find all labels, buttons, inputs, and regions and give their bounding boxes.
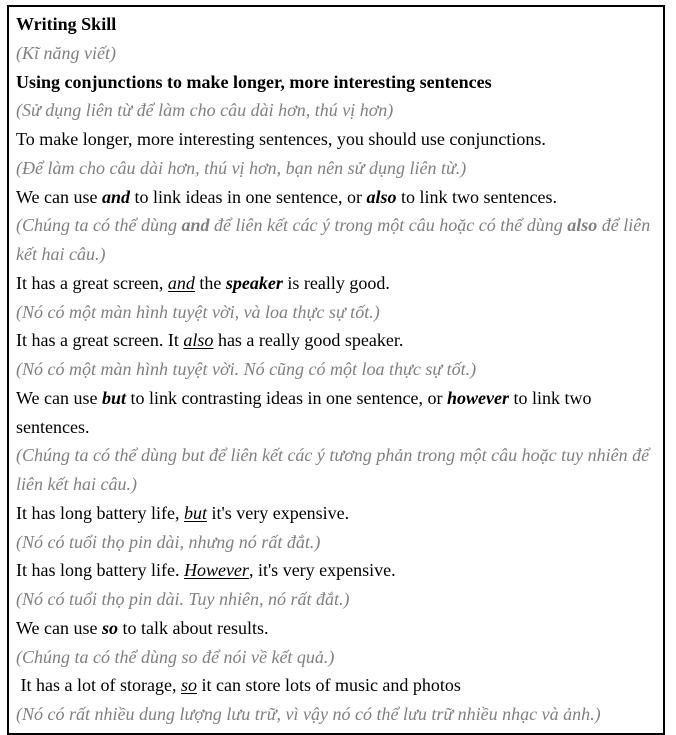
text-segment: It has long battery life, xyxy=(16,502,184,523)
text-segment: has a really good speaker. xyxy=(213,330,404,351)
text-segment: We can use xyxy=(16,186,103,207)
text-segment: , it's very expensive. xyxy=(248,560,396,581)
paragraph xyxy=(16,125,658,154)
text-segment: to link two sentences. xyxy=(16,387,596,437)
paragraph xyxy=(16,528,658,557)
emphasized-word: and xyxy=(102,186,131,207)
text-segment: to link ideas in one sentence, or xyxy=(130,186,367,207)
text-segment: the xyxy=(194,272,226,293)
emphasized-word: so xyxy=(102,617,119,638)
paragraph xyxy=(16,671,658,700)
emphasized-word: and xyxy=(181,215,210,236)
text-segment: (Nó có tuổi thọ pin dài, nhưng nó rất đắt.) xyxy=(16,531,321,552)
text-segment: it's very expensive. xyxy=(206,502,350,523)
paragraph xyxy=(16,96,658,125)
document-box xyxy=(7,5,665,735)
text-segment: (Nó có một màn hình tuyệt vời, và loa thực sự tốt.) xyxy=(16,301,380,322)
text-segment: Writing Skill xyxy=(16,14,117,34)
paragraph xyxy=(16,614,658,643)
paragraph xyxy=(16,384,658,442)
text-segment: is really good. xyxy=(282,272,390,293)
paragraph xyxy=(16,355,658,384)
emphasized-word: but xyxy=(183,502,207,523)
text-segment: We can use xyxy=(16,387,103,408)
text-segment: để liên kết hai câu.) xyxy=(16,215,655,264)
emphasized-word: also xyxy=(366,186,397,207)
text-segment: (Nó có rất nhiều dung lượng lưu trữ, vì vậy nó có thể lưu trữ nhiều nhạc và ảnh.) xyxy=(16,704,601,724)
paragraph xyxy=(16,211,658,269)
paragraph xyxy=(16,39,658,68)
emphasized-word: speaker xyxy=(225,272,283,293)
paragraph xyxy=(16,183,658,212)
text-segment: to talk about results. xyxy=(118,617,269,638)
text-segment: To make longer, more interesting sentences, you should use conjunctions. xyxy=(16,129,546,149)
text-segment: We can use xyxy=(16,617,103,638)
text-segment: (Chúng ta có thể dùng so để nói về kết quả.) xyxy=(16,646,335,667)
text-segment: It has long battery life. xyxy=(16,560,184,581)
document-content xyxy=(16,10,658,729)
paragraph xyxy=(16,154,658,183)
emphasized-word: also xyxy=(567,215,598,236)
text-segment: It has a great screen. It xyxy=(16,330,184,351)
text-segment: để liên kết các ý trong một câu hoặc có thể dùng xyxy=(209,215,568,236)
text-segment: (Nó có một màn hình tuyệt vời. Nó cũng có một loa thực sự tốt.) xyxy=(16,359,477,379)
text-segment: It has a great screen, xyxy=(16,272,168,293)
text-segment: to link two sentences. xyxy=(396,186,557,207)
emphasized-word: so xyxy=(180,675,197,696)
text-segment: Using conjunctions to make longer, more interesting sentences xyxy=(16,71,492,92)
text-segment: (Để làm cho câu dài hơn, thú vị hơn, bạn nên sử dụng liên từ.) xyxy=(16,157,467,178)
paragraph xyxy=(16,326,658,355)
text-segment: it can store lots of music and photos xyxy=(196,675,461,696)
text-segment: (Sử dụng liên từ để làm cho câu dài hơn, thú vị hơn) xyxy=(16,100,394,121)
paragraph xyxy=(16,441,658,499)
emphasized-word: however xyxy=(446,387,509,408)
text-segment: (Chúng ta có thể dùng but để liên kết các ý tương phản trong một câu hoặc tuy nhiên để liên kết hai câu.) xyxy=(16,445,654,494)
paragraph xyxy=(16,585,658,614)
paragraph xyxy=(16,269,658,298)
emphasized-word: but xyxy=(102,387,127,408)
text-segment: (Chúng ta có thể dùng xyxy=(16,215,182,236)
text-segment: (Nó có tuổi thọ pin dài. Tuy nhiên, nó rất đắt.) xyxy=(16,589,350,609)
emphasized-word: However xyxy=(183,560,249,581)
text-segment: to link contrasting ideas in one sentence, or xyxy=(126,387,447,408)
paragraph xyxy=(16,556,658,585)
paragraph xyxy=(16,10,658,39)
paragraph xyxy=(16,298,658,327)
paragraph xyxy=(16,499,658,528)
paragraph xyxy=(16,643,658,672)
emphasized-word: also xyxy=(183,330,214,351)
paragraph xyxy=(16,700,658,729)
text-segment: It has a lot of storage, xyxy=(16,675,181,696)
paragraph xyxy=(16,68,658,97)
text-segment: (Kĩ năng viết) xyxy=(16,42,116,63)
emphasized-word: and xyxy=(167,272,195,293)
